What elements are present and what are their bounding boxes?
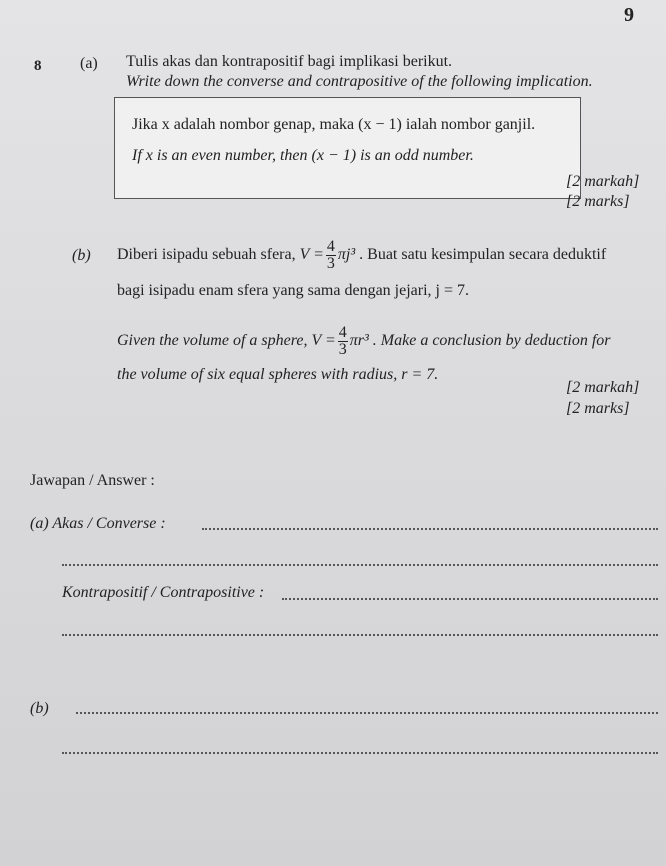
english-fraction-num: 4	[338, 323, 347, 341]
malay-fraction-den: 3	[326, 254, 335, 272]
english-formula-lhs: V =	[311, 332, 336, 349]
part-b-english-line2: the volume of six equal spheres with radius, r = 7.	[117, 366, 439, 383]
part-a-label: (a)	[80, 55, 98, 72]
page-mark: 9	[624, 4, 634, 26]
english-fraction	[338, 325, 348, 358]
english-formula-rhs: πr³	[349, 332, 369, 349]
part-a-malay-instruction: Tulis akas dan kontrapositif bagi implikasi berikut.	[126, 53, 453, 70]
converse-answer-line-2[interactable]	[62, 564, 658, 566]
english-fraction-den: 3	[338, 340, 347, 358]
part-b-english-line1	[117, 324, 611, 358]
malay-formula-rhs: πj³	[337, 246, 356, 263]
malay-fraction-num: 4	[326, 237, 335, 255]
part-b-malay-line1	[117, 238, 606, 272]
english-pre-text: Given the volume of a sphere,	[117, 332, 308, 349]
malay-fraction	[326, 239, 336, 272]
implication-malay: Jika x adalah nombor genap, maka (x − 1) ialah nombor ganjil.	[132, 116, 536, 133]
english-post-text: . Make a conclusion by deduction for	[372, 332, 611, 349]
part-b-marks-malay: [2 markah]	[566, 379, 640, 396]
part-a-english-instruction: Write down the converse and contrapositive of the following implication.	[126, 73, 593, 90]
part-a-marks-english: [2 marks]	[566, 193, 630, 210]
malay-pre-text: Diberi isipadu sebuah sfera,	[117, 246, 296, 263]
b-answer-label: (b)	[30, 700, 49, 717]
converse-answer-line-1[interactable]	[202, 528, 658, 530]
part-b-marks-english: [2 marks]	[566, 400, 630, 417]
contrapositive-answer-line-1[interactable]	[282, 598, 658, 600]
implication-english: If x is an even number, then (x − 1) is an odd number.	[132, 147, 474, 164]
contrapositive-answer-line-2[interactable]	[62, 634, 658, 636]
part-b-malay-line2: bagi isipadu enam sfera yang sama dengan jejari, j = 7.	[117, 282, 470, 299]
answer-heading: Jawapan / Answer :	[30, 472, 155, 489]
question-number: 8	[34, 58, 42, 74]
contrapositive-label: Kontrapositif / Contrapositive :	[62, 584, 265, 601]
part-b-label: (b)	[72, 247, 91, 264]
b-answer-line-1[interactable]	[76, 712, 658, 714]
malay-formula-lhs: V =	[299, 246, 324, 263]
converse-label: (a) Akas / Converse :	[30, 515, 166, 532]
part-a-marks-malay: [2 markah]	[566, 173, 640, 190]
b-answer-line-2[interactable]	[62, 752, 658, 754]
malay-post-text: . Buat satu kesimpulan secara deduktif	[359, 246, 607, 263]
